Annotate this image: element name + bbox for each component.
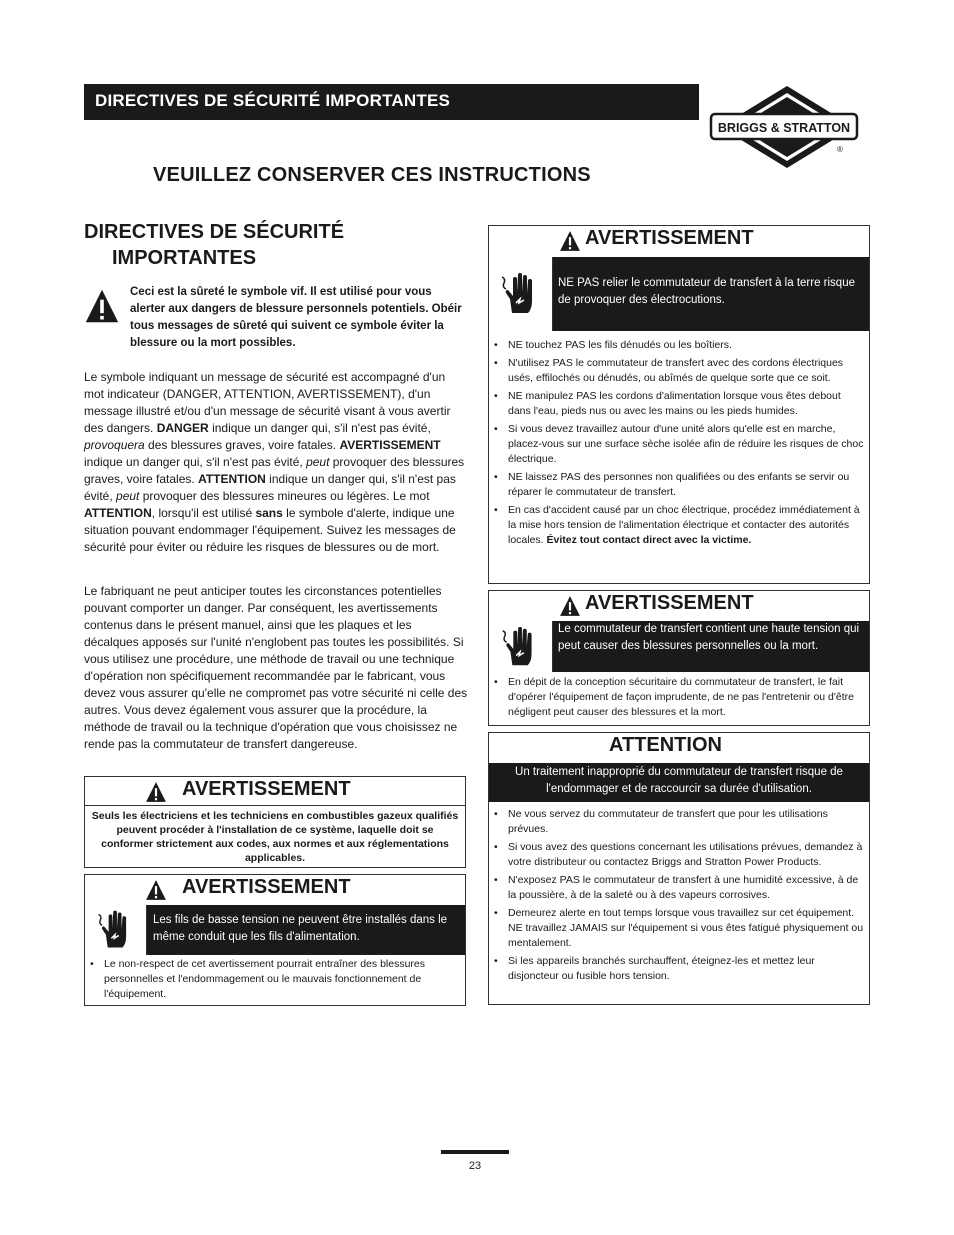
p1-text: des blessures graves, voire fatales. [144, 438, 340, 452]
warning-header [489, 591, 869, 619]
briggs-stratton-logo [708, 84, 866, 170]
hazard-row [489, 621, 869, 672]
p1-italic: peut [306, 455, 330, 469]
alert-triangle-icon [145, 879, 167, 901]
list-item: • N'exposez PAS le commutateur de transfert à une humidité excessive, à de la poussière, à de la saleté ou à des vapeurs corrosives. [491, 873, 865, 903]
warning-title: AVERTISSEMENT [585, 592, 754, 614]
hazard-text: Le commutateur de transfert contient une haute tension qui peut causer des blessures personnelles ou la mort. [558, 623, 860, 652]
warning-title: AVERTISSEMENT [182, 876, 351, 898]
p1-italic: provoquera [84, 438, 145, 452]
caution-title: ATTENTION [609, 734, 722, 756]
p1-text: indique un danger qui, s'il n'est pas évité, [84, 455, 307, 469]
hazard-icon-cell [489, 257, 553, 331]
warning-title: AVERTISSEMENT [182, 778, 351, 800]
warning-bullet-list [87, 957, 457, 1005]
warning-bullet-list [491, 338, 865, 551]
list-item: • Si vous avez des questions concernant les utilisations prévues, demandez à votre distributeur ou contactez Briggs and Stratton Power Products. [491, 840, 865, 870]
list-item: • Ne vous servez du commutateur de transfert que pour les utilisations prévues. [491, 807, 865, 837]
section-title [84, 219, 464, 271]
alert-intro-text: Ceci est la sûreté le symbole vif. Il est utilisé pour vous alerter aux dangers de blessure personnels potentiels. Obéir tous messages de sûreté qui suivent ce symbole éviter la blessure ou la mort possibles. [130, 286, 462, 349]
section-title-line1: DIRECTIVES DE SÉCURITÉ [84, 221, 345, 243]
warning-box-high-voltage [488, 590, 870, 726]
p1-text: provoquer des blessures graves, voire fatales. [84, 455, 465, 486]
p1-text: indique un danger qui, s'il n'est pas évité, [84, 472, 456, 503]
header-bar-title: DIRECTIVES DE SÉCURITÉ IMPORTANTES [95, 91, 451, 110]
p1-text: , lorsqu'il est utilisé [151, 506, 256, 520]
hazard-row [85, 905, 465, 955]
caution-header [489, 733, 869, 761]
alert-triangle-icon [559, 230, 581, 252]
intro-paragraph [84, 369, 468, 556]
p1-text: Le symbole indiquant un message de sécurité est accompagné d'un mot indicateur (DANGER, ATTENTION, AVERTISSEMENT), d'un message illustré et/ou d'un message de sécurité visant à vous avertir des dangers. [84, 370, 451, 435]
list-item: • NE touchez PAS les fils dénudés ou les boîtiers. [491, 338, 865, 353]
list-item-text: En cas d'accident causé par un choc électrique, procédez immédiatement à la mise hors tension de l'alimentation électrique et contacter des autorités locales. [508, 504, 860, 546]
logo-registered-mark: ® [837, 145, 843, 154]
list-item: • Le non-respect de cet avertissement pourrait entraîner des blessures personnelles et l'endommagement ou le mauvais fonctionnement de l'équipement. [87, 957, 457, 1002]
hazard-icon-cell [489, 621, 553, 672]
hazard-row [489, 257, 869, 331]
hazard-text: Les fils de basse tension ne peuvent être installés dans le même conduit que les fils d'alimentation. [153, 914, 448, 943]
header-bar [84, 84, 699, 120]
hazard-text: Un traitement inapproprié du commutateur de transfert risque de l'endommager et de raccourcir sa durée d'utilisation. [515, 766, 843, 795]
hazard-text: NE PAS relier le commutateur de transfert à la terre risque de provoquer des électrocutions. [558, 277, 855, 306]
caution-box [488, 732, 870, 1005]
p1-attention: ATTENTION [84, 506, 152, 520]
page-number-rule [441, 1150, 509, 1154]
warning-header [85, 777, 465, 805]
alert-triangle-icon [559, 595, 581, 617]
alert-triangle-icon [145, 781, 167, 803]
main-title: VEUILLEZ CONSERVER CES INSTRUCTIONS [153, 164, 591, 186]
warning-header [489, 226, 869, 254]
list-item: • Si vous devez travaillez autour d'une unité alors qu'elle est en marche, placez-vous sur une surface sèche isolée afin de réduire les risques de choc électrique. [491, 422, 865, 467]
section-title-line2: IMPORTANTES [112, 247, 257, 269]
list-item: • NE laissez PAS des personnes non qualifiées ou des enfants se servir ou réparer le commutateur de transfert. [491, 470, 865, 500]
hazard-icon-cell [85, 905, 147, 955]
list-item: • N'utilisez PAS le commutateur de transfert avec des cordons électriques usés, effilochés ou dénudés, ou abîmés de quelque sorte que ce soit. [491, 356, 865, 386]
logo-text: BRIGGS & STRATTON [717, 121, 851, 135]
p1-sans: sans [255, 506, 283, 520]
manufacturer-paragraph: Le fabriquant ne peut anticiper toutes les circonstances potentielles pouvant comporter un danger. Par conséquent, les avertissements contenus dans le présent manuel, ainsi que les plaques et les décalques apposés sur l'unité n'englobent pas toutes les possibilités. Si vous utilisez une procédure, une méthode de travail ou une technique d'opération non spécifiquement recommandée par le fabricant, vous devez vous assurer qu'elle ne compromet pas votre sécurité ni celle des autres. Vous devez également vous assurer que la procédure, la méthode de travail ou la technique d'opération que vous choisissez ne rende pas la commutateur de transfert dangereuse. [84, 584, 468, 751]
warning-box-low-voltage [84, 874, 466, 1006]
p1-text: indique un danger qui, s'il n'est pas évité, [208, 421, 431, 435]
warning-box-grounding [488, 225, 870, 584]
electric-shock-hand-icon [495, 269, 547, 319]
alert-triangle-icon [84, 286, 120, 326]
list-item: • Demeurez alerte en tout temps lorsque vous travaillez sur cet équipement. NE travaillez JAMAIS sur l'équipement si vous êtes fatigué physiquement ou mentalement. [491, 906, 865, 951]
list-item [491, 503, 865, 548]
list-item-bold-text: Évitez tout contact direct avec la victime. [546, 534, 752, 546]
warning-bullet-list [491, 675, 865, 723]
p1-attention: ATTENTION [198, 472, 266, 486]
warning-box-installers [84, 776, 466, 868]
p1-italic: peut [116, 489, 140, 503]
electric-shock-hand-icon [91, 907, 141, 953]
list-item: • Si les appareils branchés surchauffent, éteignez-les et mettez leur disjoncteur ou fusible hors tension. [491, 954, 865, 984]
list-item: • NE manipulez PAS les cordons d'alimentation lorsque vous êtes debout dans l'eau, pieds nus ou avec les mains ou les pieds humides. [491, 389, 865, 419]
list-item: • En dépit de la conception sécuritaire du commutateur de transfert, le fait d'opérer l'équipement de façon imprudente, de ne pas l'entretenir ou d'être négligent peut causer des blessures et la mort. [491, 675, 865, 720]
p1-text: provoquer des blessures mineures ou légères. Le mot [139, 489, 430, 503]
p1-avertissement: AVERTISSEMENT [339, 438, 441, 452]
caution-bullet-list [491, 807, 865, 987]
warning-header [85, 875, 465, 903]
page-number: 23 [468, 1160, 482, 1172]
p1-text: le symbole d'alerte, indique une situation pouvant endommager l'équipement. Suivez les messages de sécurité pour éviter ou réduire les risques de blessures ou de mort. [84, 506, 456, 554]
warning-installers-text: Seuls les électriciens et les techniciens en combustibles gazeux qualifiés peuvent procéder à l'installation de ce système, laquelle doit se conformer strictement aux codes, aux normes et aux réglementations applicables. [91, 810, 459, 864]
p1-danger: DANGER [156, 421, 209, 435]
electric-shock-hand-icon [495, 623, 547, 671]
warning-title: AVERTISSEMENT [585, 227, 754, 249]
hazard-row [489, 763, 869, 802]
